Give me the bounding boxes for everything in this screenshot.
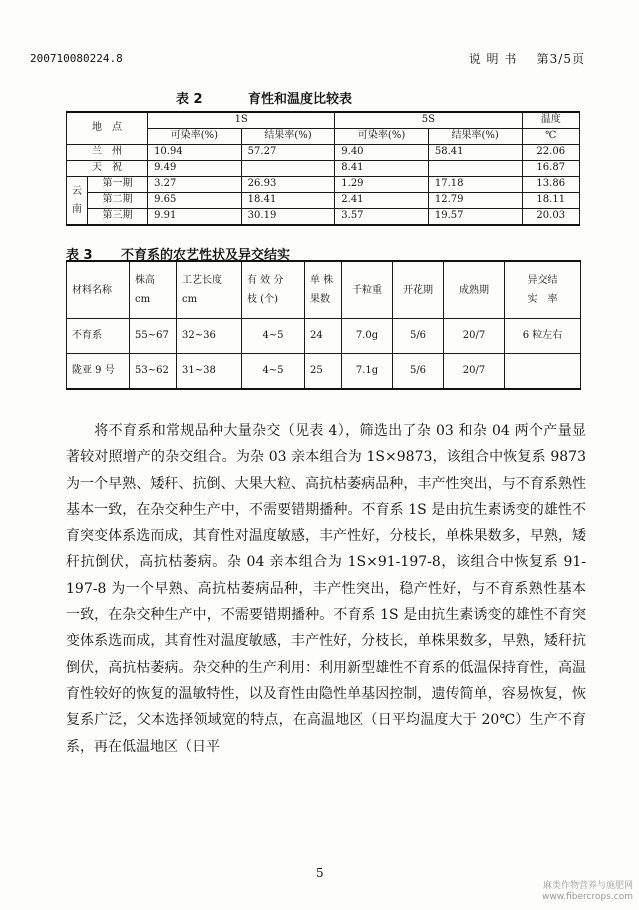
yunnan-label: 云 南 xyxy=(67,177,88,226)
table3-title: 不育系的农艺性状及异交结实 xyxy=(121,248,291,263)
table2-title: 育性和温度比较表 xyxy=(248,92,353,107)
page-header-right xyxy=(469,50,585,67)
th-seed-5s: 结果率(%) xyxy=(428,129,522,145)
th-unit: ℃ xyxy=(522,129,580,145)
table-row: 第二期 9.65 18.41 2.41 12.79 18.11 xyxy=(67,193,580,209)
th-fruits: 单 株 果数 xyxy=(305,261,342,319)
th-rate-1s: 可染率(%) xyxy=(148,129,242,145)
table-row: 不育系 55~67 32~36 4~5 24 7.0g 5/6 20/7 6 粒左右 xyxy=(67,319,581,354)
watermark: 麻类作物营养与施肥网 www.fibercrops.com xyxy=(542,880,633,903)
th-maturity: 成熟期 xyxy=(444,261,505,319)
th-place: 地 点 xyxy=(67,112,148,145)
page-number: 5 xyxy=(316,866,324,880)
th-5s: 5S xyxy=(335,112,522,129)
th-weight: 千粒重 xyxy=(342,261,393,319)
table-row: 云 南 第一期 3.27 26.93 1.29 17.18 13.86 xyxy=(67,177,580,193)
page-label: 第3/5页 xyxy=(536,52,585,66)
patent-number: 200710080224.8 xyxy=(30,52,123,65)
doc-type: 说 明 书 xyxy=(468,52,518,66)
table3-label: 表 3 xyxy=(66,248,93,263)
th-temp: 温度 xyxy=(522,112,580,129)
th-rate-5s: 可染率(%) xyxy=(335,129,429,145)
th-length: 工艺长度 cm xyxy=(177,261,242,319)
table-row: 兰 州 10.94 57.27 9.40 58.41 22.06 xyxy=(67,145,580,161)
table-row: 陇亚 9 号 53~62 31~38 4~5 25 7.1g 5/6 20/7 xyxy=(67,354,581,390)
th-seed-1s: 结果率(%) xyxy=(241,129,335,145)
table-row: 第三期 9.91 30.19 3.57 19.57 20.03 xyxy=(67,209,580,226)
fertility-temperature-table xyxy=(66,111,580,226)
th-height: 株高 cm xyxy=(130,261,177,319)
th-material: 材料名称 xyxy=(67,261,130,319)
th-branches: 有 效 分 枝 (个) xyxy=(242,261,305,319)
th-flowering: 开花期 xyxy=(393,261,444,319)
table2-label: 表 2 xyxy=(176,92,203,107)
body-paragraph: 将不育系和常规品种大量杂交（见表 4），筛选出了杂 03 和杂 04 两个产量显著较对照增产的杂交组合。为杂 03 亲本组合为 1S×9873，该组合中恢复系 9873 为一个早熟、矮秆、抗倒、大果大粒、高抗枯萎病品种，丰产性突出，与不育系熟性基本一致，在杂交种生产中，不需要错期播种。不育系 1S 是由抗生素诱变的雄性不育突变体系选而成，其育性对温度敏感，丰产性好，分枝长，单株果数多，早熟，矮秆抗倒伏，高抗枯萎病。杂 04 亲本组合为 1S×91-197-8，该组合中恢复系 91-197-8 为一个早熟、高抗枯萎病品种，丰产性突出，稳产性好，与不育系熟性基本一致，在杂交种生产中，不需要错期播种。不育系 1S 是由抗生素诱变的雄性不育突变体系选而成，其育性对温度敏感，丰产性好，分枝长，单株果数多，早熟，矮秆抗倒伏，高抗枯萎病。杂交种的生产利用：利用新型雄性不育系的低温保持育性，高温育性较好的恢复的温敏特性，以及育性由隐性单基因控制，遗传简单，容易恢复，恢复系广泛，父本选择领域宽的特点，在高温地区（日平均温度大于 20℃）生产不育系，再在低温地区（日平 xyxy=(66,423,586,755)
th-outcross: 异交结 实 率 xyxy=(505,261,581,319)
table-row: 天 祝 9.49 8.41 16.87 xyxy=(67,161,580,177)
th-1s: 1S xyxy=(148,112,335,129)
agronomic-traits-table xyxy=(66,260,581,390)
